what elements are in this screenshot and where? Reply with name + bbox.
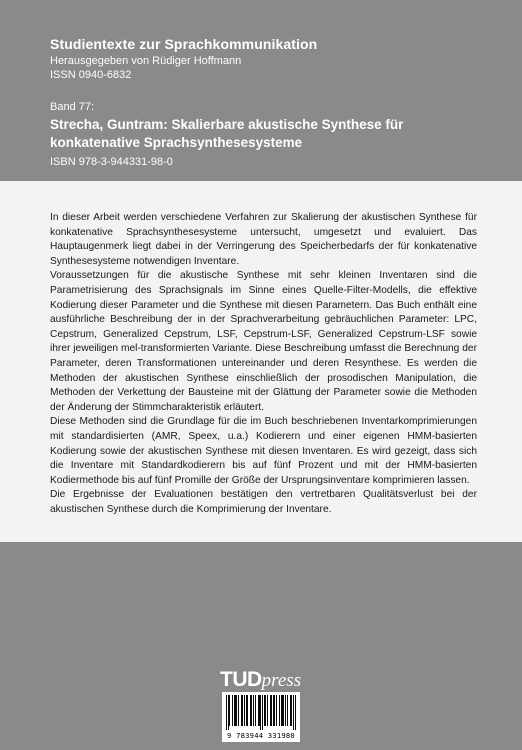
barcode-bar <box>295 695 296 730</box>
band-number: Band 77: <box>50 101 95 113</box>
abstract-paragraph: Die Ergebnisse der Evaluationen bestätigen den vertretbaren Qualitätsverlust bei der akustischen Synthese durch die Komprimierung der Inventare. <box>50 489 477 515</box>
barcode-bar <box>226 695 227 730</box>
series-editor: Herausgegeben von Rüdiger Hoffmann <box>50 55 242 67</box>
publisher-logo-bold: TUD <box>220 668 262 691</box>
barcode-bar <box>262 695 263 730</box>
barcode-bar <box>236 695 237 726</box>
book-title-line2: konkatenative Sprachsynthesesysteme <box>50 135 303 150</box>
barcode-bar <box>279 695 280 726</box>
barcode-bar <box>264 695 265 726</box>
barcode-bar <box>238 695 239 726</box>
barcode-bars-icon <box>226 695 296 730</box>
barcode <box>222 692 300 742</box>
barcode-bar <box>259 695 260 726</box>
barcode-bar <box>290 695 291 726</box>
barcode-bar <box>242 695 243 726</box>
barcode-bar <box>291 695 292 726</box>
series-issn: ISSN 0940-6832 <box>50 69 132 81</box>
barcode-bar <box>241 695 242 726</box>
series-title: Studientexte zur Sprachkommunikation <box>50 36 318 52</box>
book-title-line1: Strecha, Guntram: Skalierbare akustische Synthese für <box>50 117 404 132</box>
publisher-logo <box>220 668 301 692</box>
book-title <box>50 116 490 152</box>
barcode-bar <box>234 695 235 726</box>
barcode-bar <box>283 695 284 726</box>
barcode-bar <box>265 695 266 726</box>
barcode-bar <box>246 695 247 726</box>
barcode-bar <box>228 695 229 730</box>
barcode-bar <box>274 695 275 726</box>
barcode-bar <box>232 695 233 726</box>
barcode-bar <box>293 695 294 730</box>
abstract-paragraph: Diese Methoden sind die Grundlage für die im Buch beschriebenen Inventarkomprimierungen mit standardisierten (AMR, Speex, u.a.) Kodierern und einer eigenen HMM-basierten Kodierung sowie der akustischen Synthese mit diesen Inventaren. Es wird gezeigt, dass sich die Inventare mit Standardkodierern bis auf fünf Prozent und mit der HMM-basierten Kodiermethode bis auf fünf Promille der Größe der Ursprungsinventare komprimieren lassen. <box>50 416 477 486</box>
barcode-digits: 9 783944 331980 <box>227 731 295 740</box>
barcode-bar <box>282 695 283 726</box>
barcode-bar <box>267 695 268 726</box>
barcode-bar <box>244 695 245 726</box>
barcode-bar <box>260 695 261 730</box>
publisher-logo-italic: press <box>261 670 302 691</box>
barcode-bar <box>247 695 248 726</box>
abstract <box>50 211 477 517</box>
barcode-bar <box>271 695 272 726</box>
barcode-bar <box>251 695 252 726</box>
barcode-bar <box>229 695 230 726</box>
barcode-bar <box>270 695 271 726</box>
abstract-paragraph: Voraussetzungen für die akustische Synthese mit sehr kleinen Inventaren sind die Parametrisierung des Sprachsignals im Sinne eines Quelle-Filter-Modells, die effektive Kodierung dieser Parameter und die Synthese mit diesen Parametern. Das Buch enthält eine ausführliche Beschreibung der in der Sprachverarbeitung gebräuchlichen Parameter: LPC, Cepstrum, Generalized Cepstrum, LSF, Cepstrum-LSF, Generalized Cepstrum-LSF sowie ihrer jeweiligen mel-transformierten Variante. Diese Beschreibung umfasst die Berechnung der Parameter, deren Transformationen untereinander und deren Resynthese. Es werden die Methoden der akustischen Synthese einschließlich der prosodischen Manipulation, die Methoden der Verkettung der Bausteine mit der Glättung der Parameter sowie die Methoden der Änderung der Stimmcharakteristik erläutert. <box>50 270 477 413</box>
barcode-bar <box>281 695 282 726</box>
book-isbn: ISBN 978-3-944331-98-0 <box>50 156 173 168</box>
barcode-bar <box>253 695 254 726</box>
barcode-bar <box>287 695 288 726</box>
barcode-bar <box>276 695 277 726</box>
barcode-bar <box>258 695 259 726</box>
abstract-paragraph: In dieser Arbeit werden verschiedene Verfahren zur Skalierung der akustischen Synthese für konkatenative Sprachsynthesesysteme untersucht, umgesetzt und evaluiert. Das Hauptaugenmerk liegt dabei in der Verringerung des Speicherbedarfs der für konkatenative Synthesesysteme notwendigen Inventare. <box>50 212 477 267</box>
header-band <box>0 0 522 181</box>
barcode-bar <box>273 695 274 726</box>
barcode-bar <box>285 695 286 726</box>
barcode-bar <box>235 695 236 726</box>
barcode-bar <box>255 695 256 726</box>
barcode-bar <box>250 695 251 726</box>
